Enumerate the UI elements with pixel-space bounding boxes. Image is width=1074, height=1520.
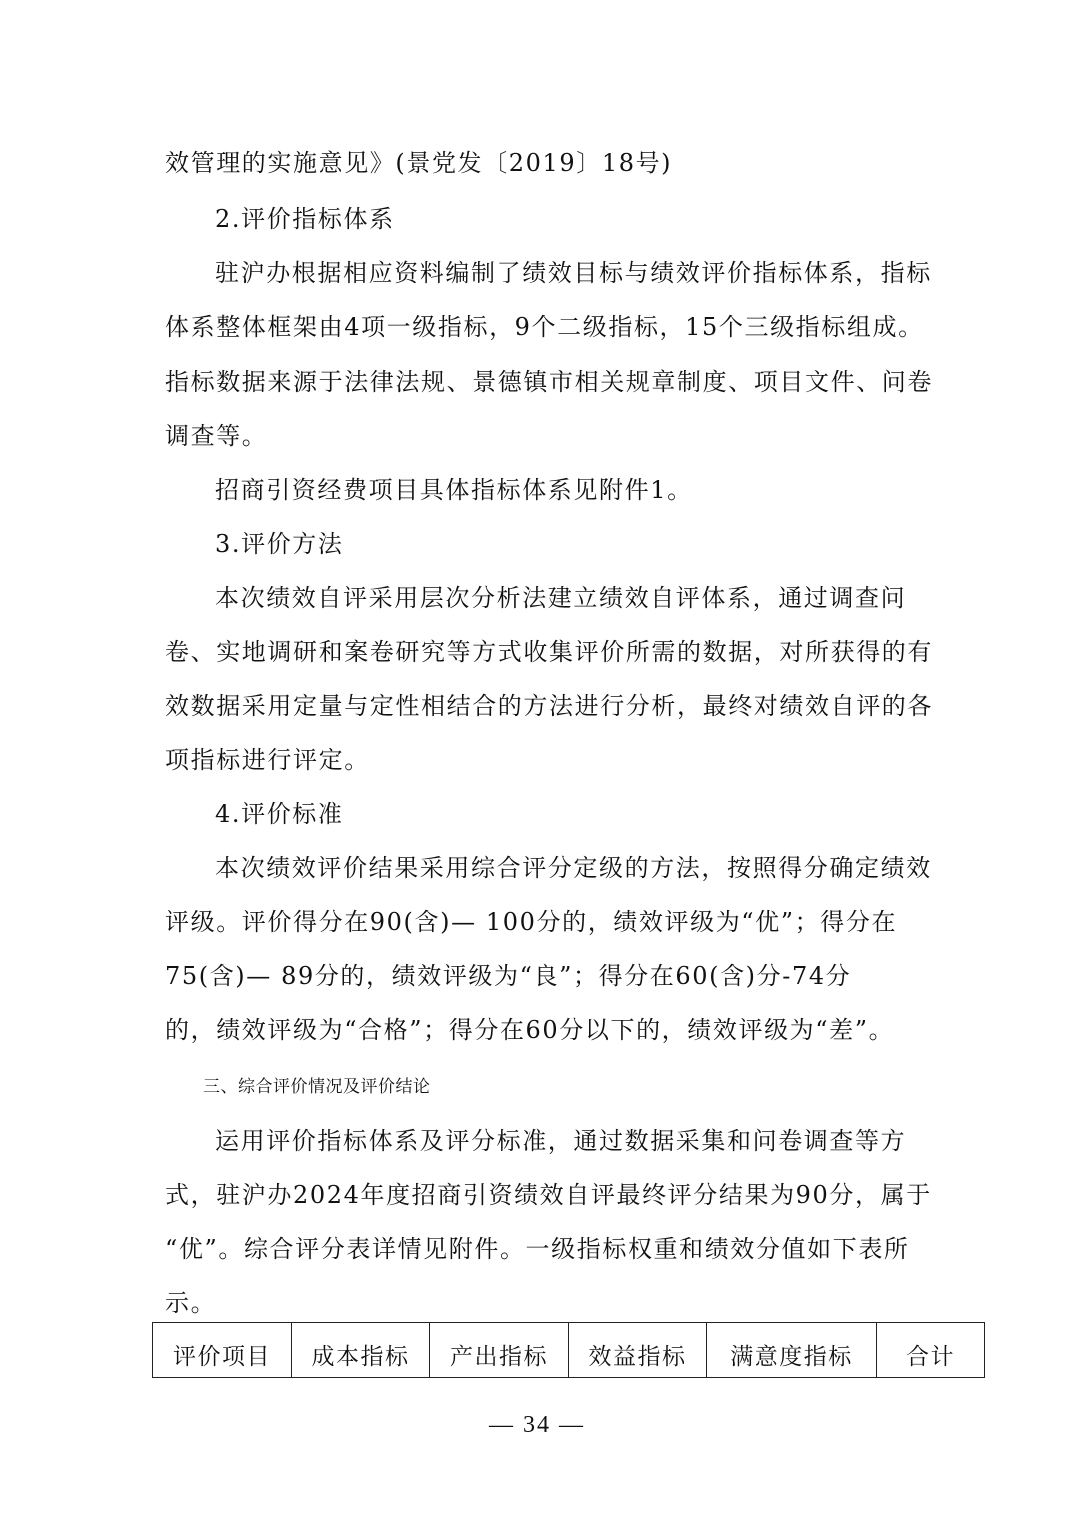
- body-text-line: 调查等。: [165, 422, 268, 450]
- table-header-cell: 评价项目: [153, 1323, 292, 1378]
- table-header-cell: 效益指标: [569, 1323, 707, 1378]
- body-text-line: 评级。评价得分在90(含)— 100分的，绩效评级为“优”；得分在: [165, 908, 898, 936]
- section-heading: 3.评价方法: [215, 530, 344, 558]
- body-text-line: 驻沪办根据相应资料编制了绩效目标与绩效评价指标体系，指标: [215, 259, 932, 287]
- body-text-line: 体系整体框架由4项一级指标，9个二级指标，15个三级指标组成。: [165, 313, 924, 341]
- body-text-line: 效管理的实施意见》(景党发〔2019〕18号): [165, 149, 673, 177]
- body-text-line: 运用评价指标体系及评分标准，通过数据采集和问卷调查等方: [215, 1127, 907, 1155]
- body-text-line: 指标数据来源于法律法规、景德镇市相关规章制度、项目文件、问卷: [165, 368, 933, 396]
- section-heading: 4.评价标准: [215, 800, 344, 828]
- page-number: — 34 —: [489, 1412, 585, 1438]
- table-header-row: [153, 1323, 985, 1378]
- body-text-line: 式，驻沪办2024年度招商引资绩效自评最终评分结果为90分，属于: [165, 1181, 932, 1209]
- body-text-line: 本次绩效自评采用层次分析法建立绩效自评体系，通过调查问: [215, 584, 907, 612]
- body-text-line: 示。: [165, 1289, 217, 1317]
- body-text-line: 本次绩效评价结果采用综合评分定级的方法，按照得分确定绩效: [215, 854, 932, 882]
- score-table: [152, 1322, 985, 1378]
- table-header-cell: 成本指标: [292, 1323, 430, 1378]
- body-text-line: 招商引资经费项目具体指标体系见附件1。: [215, 476, 693, 504]
- body-text-line: 效数据采用定量与定性相结合的方法进行分析，最终对绩效自评的各: [165, 692, 933, 720]
- body-text-line: 75(含)— 89分的，绩效评级为“良”；得分在60(含)分-74分: [165, 962, 852, 990]
- body-text-line: “优”。综合评分表详情见附件。一级指标权重和绩效分值如下表所: [165, 1235, 910, 1263]
- body-text-line: 的，绩效评级为“合格”；得分在60分以下的，绩效评级为“差”。: [165, 1016, 895, 1044]
- table-header-cell: 合计: [877, 1323, 985, 1378]
- body-text-line: 卷、实地调研和案卷研究等方式收集评价所需的数据，对所获得的有: [165, 638, 933, 666]
- section-heading: 2.评价指标体系: [215, 205, 395, 233]
- body-text-line: 项指标进行评定。: [165, 746, 370, 774]
- table-header-cell: 产出指标: [430, 1323, 569, 1378]
- table-header-cell: 满意度指标: [707, 1323, 877, 1378]
- chapter-heading: 三、综合评价情况及评价结论: [203, 1077, 431, 1097]
